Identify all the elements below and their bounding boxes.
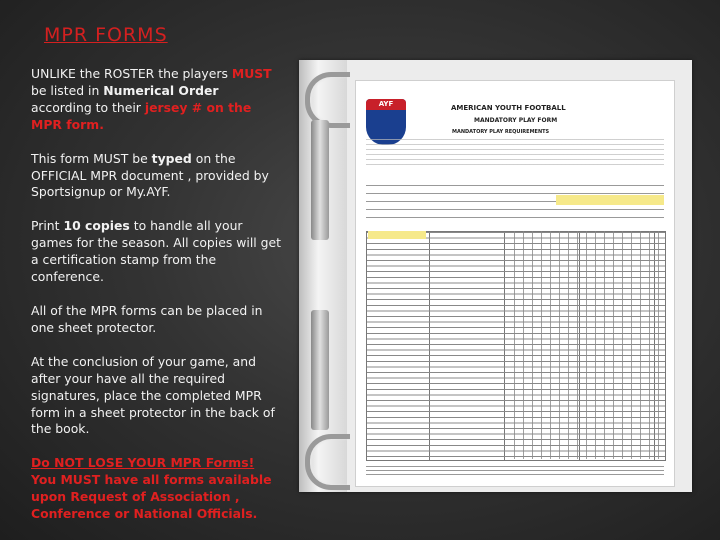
copies-bold: 10 copies	[63, 218, 130, 234]
paragraph-typed	[31, 151, 281, 202]
p2-text-1: This form MUST be	[31, 150, 152, 166]
form-title: MANDATORY PLAY FORM	[474, 117, 558, 124]
p3-text-1: Print	[31, 218, 64, 234]
form-quarter-columns	[514, 231, 664, 459]
p6-text-1: You MUST have all forms available upon Request of Association , Conference or National Officials.	[31, 472, 272, 522]
form-signature-lines	[366, 466, 664, 478]
mpr-form-sheet	[355, 80, 675, 487]
binder-ring-bar-top	[311, 120, 329, 240]
form-grid-header-highlight	[368, 231, 426, 239]
paragraph-numerical-order	[31, 66, 281, 134]
p2-text-2: on the OFFICIAL MPR document , provided by Sportsignup or My.AYF.	[31, 150, 269, 200]
binder-ring-bar-bottom	[311, 310, 329, 430]
typed-bold: typed	[151, 150, 192, 166]
form-org-name: AMERICAN YOUTH FOOTBALL	[451, 104, 566, 112]
slide-title: MPR FORMS	[44, 24, 168, 46]
p1-text-1: UNLIKE the ROSTER the players	[31, 66, 232, 81]
paragraph-warning	[31, 455, 281, 523]
form-fine-print	[366, 139, 664, 167]
numerical-order-bold: Numerical Order	[103, 82, 219, 98]
form-requirements-heading: MANDATORY PLAY REQUIREMENTS	[452, 129, 550, 135]
jersey-highlight: jersey # on the MPR form.	[31, 99, 252, 132]
body-text	[31, 66, 281, 540]
binder-ring-bottom	[305, 434, 350, 490]
mpr-form-binder-photo	[299, 60, 692, 492]
form-final-score-box	[556, 195, 664, 205]
must-highlight: MUST	[231, 66, 272, 81]
p3-text-2: to handle all your games for the season. All copies will get a certification stamp from the conference.	[31, 218, 281, 285]
ayf-logo-text: AYF	[366, 99, 406, 110]
p1-text-2: be listed in	[31, 82, 104, 98]
p1-text-3: according to their	[31, 99, 145, 115]
paragraph-copies	[31, 218, 281, 286]
paragraph-conclusion: At the conclusion of your game, and after your have all the required signatures, place the completed MPR form in a sheet protector in the back of the book.	[31, 353, 275, 437]
paragraph-sheet-protector: All of the MPR forms can be placed in one sheet protector.	[31, 302, 263, 335]
warning-highlight: Do NOT LOSE YOUR MPR Forms!	[31, 455, 255, 471]
form-header-fields	[366, 185, 664, 225]
